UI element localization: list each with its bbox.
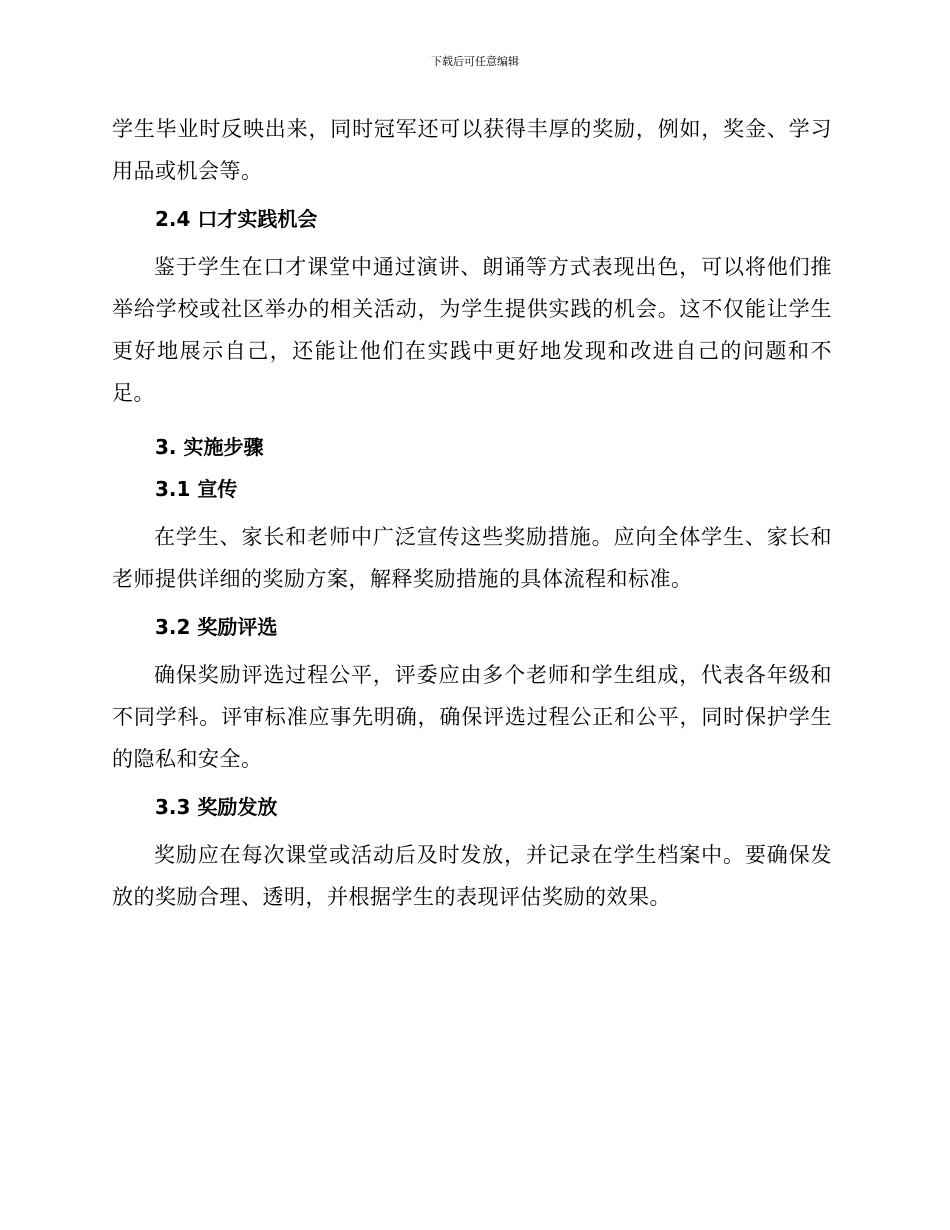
paragraph-2-4: 鉴于学生在口才课堂中通过演讲、朗诵等方式表现出色，可以将他们推举给学校或社区举办的相关活动，为学生提供实践的机会。这不仅能让学生更好地展示自己，还能让他们在实践中更好地发现和改进自己的问题和不足。 [112,255,832,405]
paragraph-3-3: 奖励应在每次课堂或活动后及时发放，并记录在学生档案中。要确保发放的奖励合理、透明，并根据学生的表现评估奖励的效果。 [112,843,832,909]
section-heading-3-2: 3.2 奖励评选 [155,615,278,639]
paragraph-3-1: 在学生、家长和老师中广泛宣传这些奖励措施。应向全体学生、家长和老师提供详细的奖励方案，解释奖励措施的具体流程和标准。 [112,525,832,591]
section-heading-3-3: 3.3 奖励发放 [155,795,278,819]
paragraph-continued: 学生毕业时反映出来，同时冠军还可以获得丰厚的奖励，例如，奖金、学习用品或机会等。 [112,117,832,183]
page-header: 下载后可任意编辑 [431,55,519,68]
document-body [112,108,832,918]
section-heading-3: 3. 实施步骤 [155,435,264,459]
section-heading-3-1: 3.1 宣传 [155,477,238,501]
section-heading-2-4: 2.4 口才实践机会 [155,207,318,231]
paragraph-3-2: 确保奖励评选过程公平，评委应由多个老师和学生组成，代表各年级和不同学科。评审标准应事先明确，确保评选过程公正和公平，同时保护学生的隐私和安全。 [112,663,832,771]
